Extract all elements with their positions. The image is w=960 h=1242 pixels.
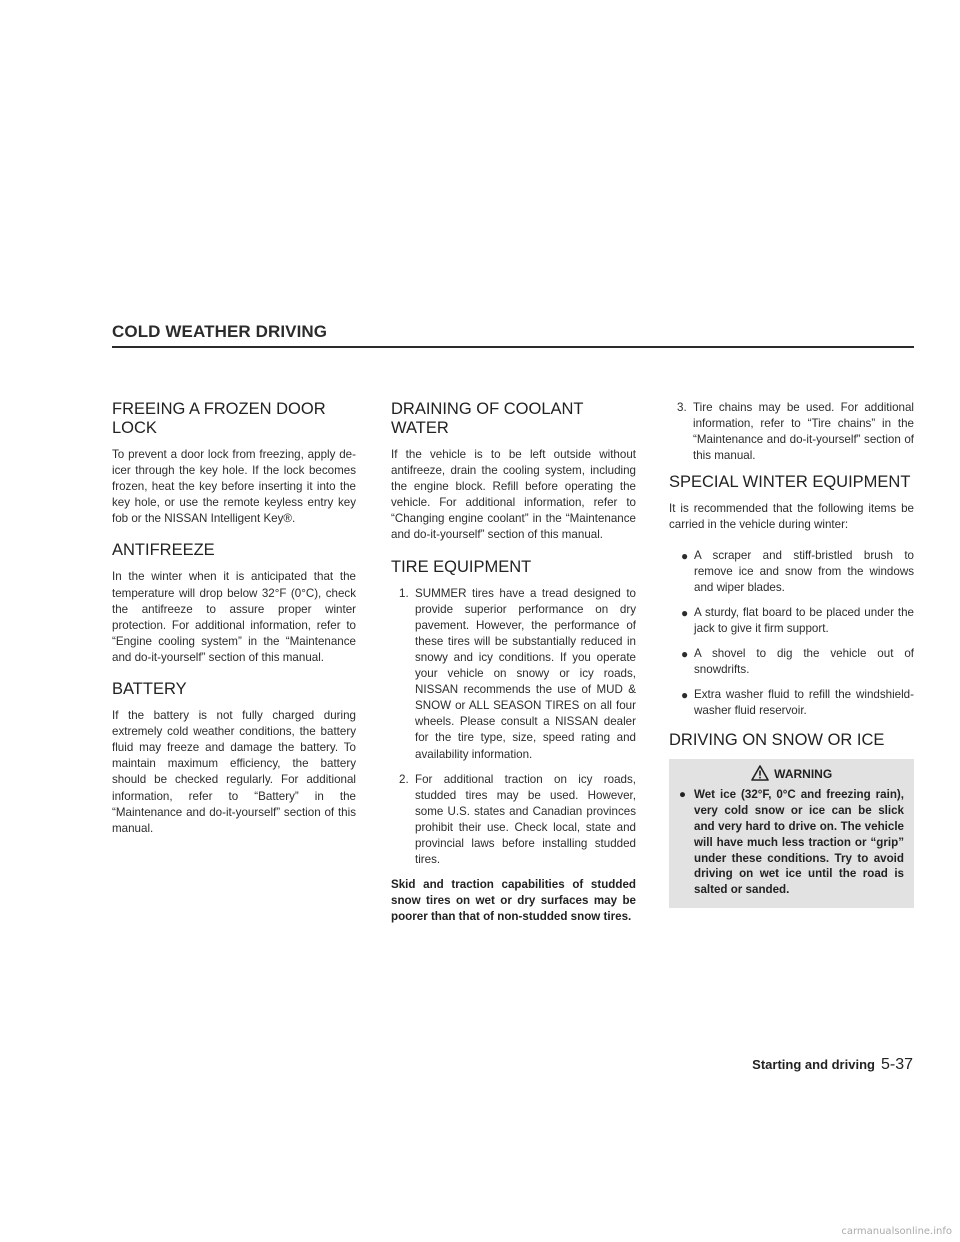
list-item xyxy=(391,586,636,763)
list-item-text: Extra washer fluid to refill the windshield-washer fluid reservoir. xyxy=(694,688,914,718)
bullet-icon: ● xyxy=(681,647,689,662)
paragraph-special-winter-equipment: It is recommended that the following items be carried in the vehicle during winter: xyxy=(669,502,914,532)
warning-triangle-icon xyxy=(751,765,769,781)
paragraph-draining-coolant: If the vehicle is to be left outside without antifreeze, drain the cooling system, including the engine block. Refill before operating the vehicle. For additional information, refer to “Changing engine coolant” in the “Maintenance and do-it-yourself” section of this manual. xyxy=(391,448,636,542)
list-item-text: Tire chains may be used. For additional information, refer to “Tire chains” in the “Maintenance and do-it-yourself” section of this manual. xyxy=(693,401,914,463)
list-item-text: A scraper and stiff-bristled brush to remove ice and snow from the windows and wiper blades. xyxy=(694,548,914,594)
heading-frozen-door-lock: FREEING A FROZEN DOOR LOCK xyxy=(112,400,326,437)
warning-header xyxy=(679,765,904,783)
heading-antifreeze: ANTIFREEZE xyxy=(112,541,215,560)
winter-equipment-list xyxy=(669,548,914,720)
tire-equipment-list-continued xyxy=(669,400,914,464)
list-item-text: A shovel to dig the vehicle out of snowdrifts. xyxy=(694,647,914,677)
column-1 xyxy=(112,400,356,851)
page-footer xyxy=(752,1056,913,1074)
chapter-title: COLD WEATHER DRIVING xyxy=(112,322,328,341)
heading-battery: BATTERY xyxy=(112,680,187,699)
heading-driving-snow-ice: DRIVING ON SNOW OR ICE xyxy=(669,731,885,750)
warning-item xyxy=(679,787,904,898)
list-item-text: A sturdy, flat board to be placed under the jack to give it firm support. xyxy=(694,605,914,635)
warning-box xyxy=(669,759,914,908)
bullet-icon: ● xyxy=(681,688,689,703)
bullet-icon: ● xyxy=(681,605,689,620)
warning-text: Wet ice (32°F, 0°C and freezing rain), very cold snow or ice can be slick and very hard to drive on. The vehicle will have much less traction or “grip” under these conditions. Try to avoid driving on wet ice until the road is salted or sanded. xyxy=(694,788,904,897)
heading-tire-equipment: TIRE EQUIPMENT xyxy=(391,557,532,576)
list-item-number: 2. xyxy=(399,772,409,786)
list-item-number: 1. xyxy=(399,586,409,600)
list-item xyxy=(391,772,636,869)
heading-draining-coolant: DRAINING OF COOLANT WATER xyxy=(391,400,584,437)
paragraph-frozen-door-lock: To prevent a door lock from freezing, apply de-icer through the key hole. If the lock becomes frozen, heat the key before inserting it into the key hole, or use the remote keyless entry key fob or the NISSAN Intelligent Key®. xyxy=(112,448,356,526)
list-item xyxy=(669,687,914,719)
list-item-text: For additional traction on icy roads, studded tires may be used. However, some U.S. states and Canadian provinces prohibit their use. Check local, state and provincial laws before installing studded tires. xyxy=(415,772,636,867)
list-item xyxy=(669,605,914,637)
paragraph-battery: If the battery is not fully charged during extremely cold weather conditions, the battery fluid may freeze and damage the battery. To maintain maximum efficiency, the battery should be checked regularly. For additional information, refer to “Battery” in the “Maintenance and do-it-yourself” section of this manual. xyxy=(112,709,356,835)
tire-equipment-list xyxy=(391,586,636,869)
page-number: 5-37 xyxy=(880,1056,913,1073)
column-3 xyxy=(669,400,914,908)
heading-special-winter-equipment: SPECIAL WINTER EQUIPMENT xyxy=(669,473,911,492)
warning-label: WARNING xyxy=(774,767,833,782)
list-item-text: SUMMER tires have a tread designed to provide superior performance on dry pavement. However, the performance of these tires will be substantially reduced in snowy and icy conditions. If you operate your vehicle on snowy or icy roads, NISSAN recommends the use of MUD & SNOW or ALL SEASON TIRES on all four wheels. Please consult a NISSAN dealer for the tire type, size, speed rating and availability information. xyxy=(415,586,636,761)
paragraph-antifreeze: In the winter when it is anticipated that the temperature will drop below 32°F (0°C), check the antifreeze to assure proper winter protection. For additional information, refer to “Engine cooling system” in the “Maintenance and do-it-yourself” section of this manual. xyxy=(112,570,356,664)
column-2 xyxy=(391,400,636,939)
list-item xyxy=(669,400,914,464)
list-item xyxy=(669,646,914,678)
bullet-icon: ● xyxy=(681,548,689,563)
list-item xyxy=(669,548,914,596)
chapter-divider xyxy=(112,346,914,348)
watermark: carmanualsonline.info xyxy=(841,1226,952,1237)
list-item-number: 3. xyxy=(677,401,687,414)
studded-tires-note: Skid and traction capabilities of studded snow tires on wet or dry surfaces may be poorer than that of non-studded snow tires. xyxy=(391,878,636,924)
footer-section-name: Starting and driving xyxy=(752,1057,875,1072)
bullet-icon: ● xyxy=(679,788,687,802)
